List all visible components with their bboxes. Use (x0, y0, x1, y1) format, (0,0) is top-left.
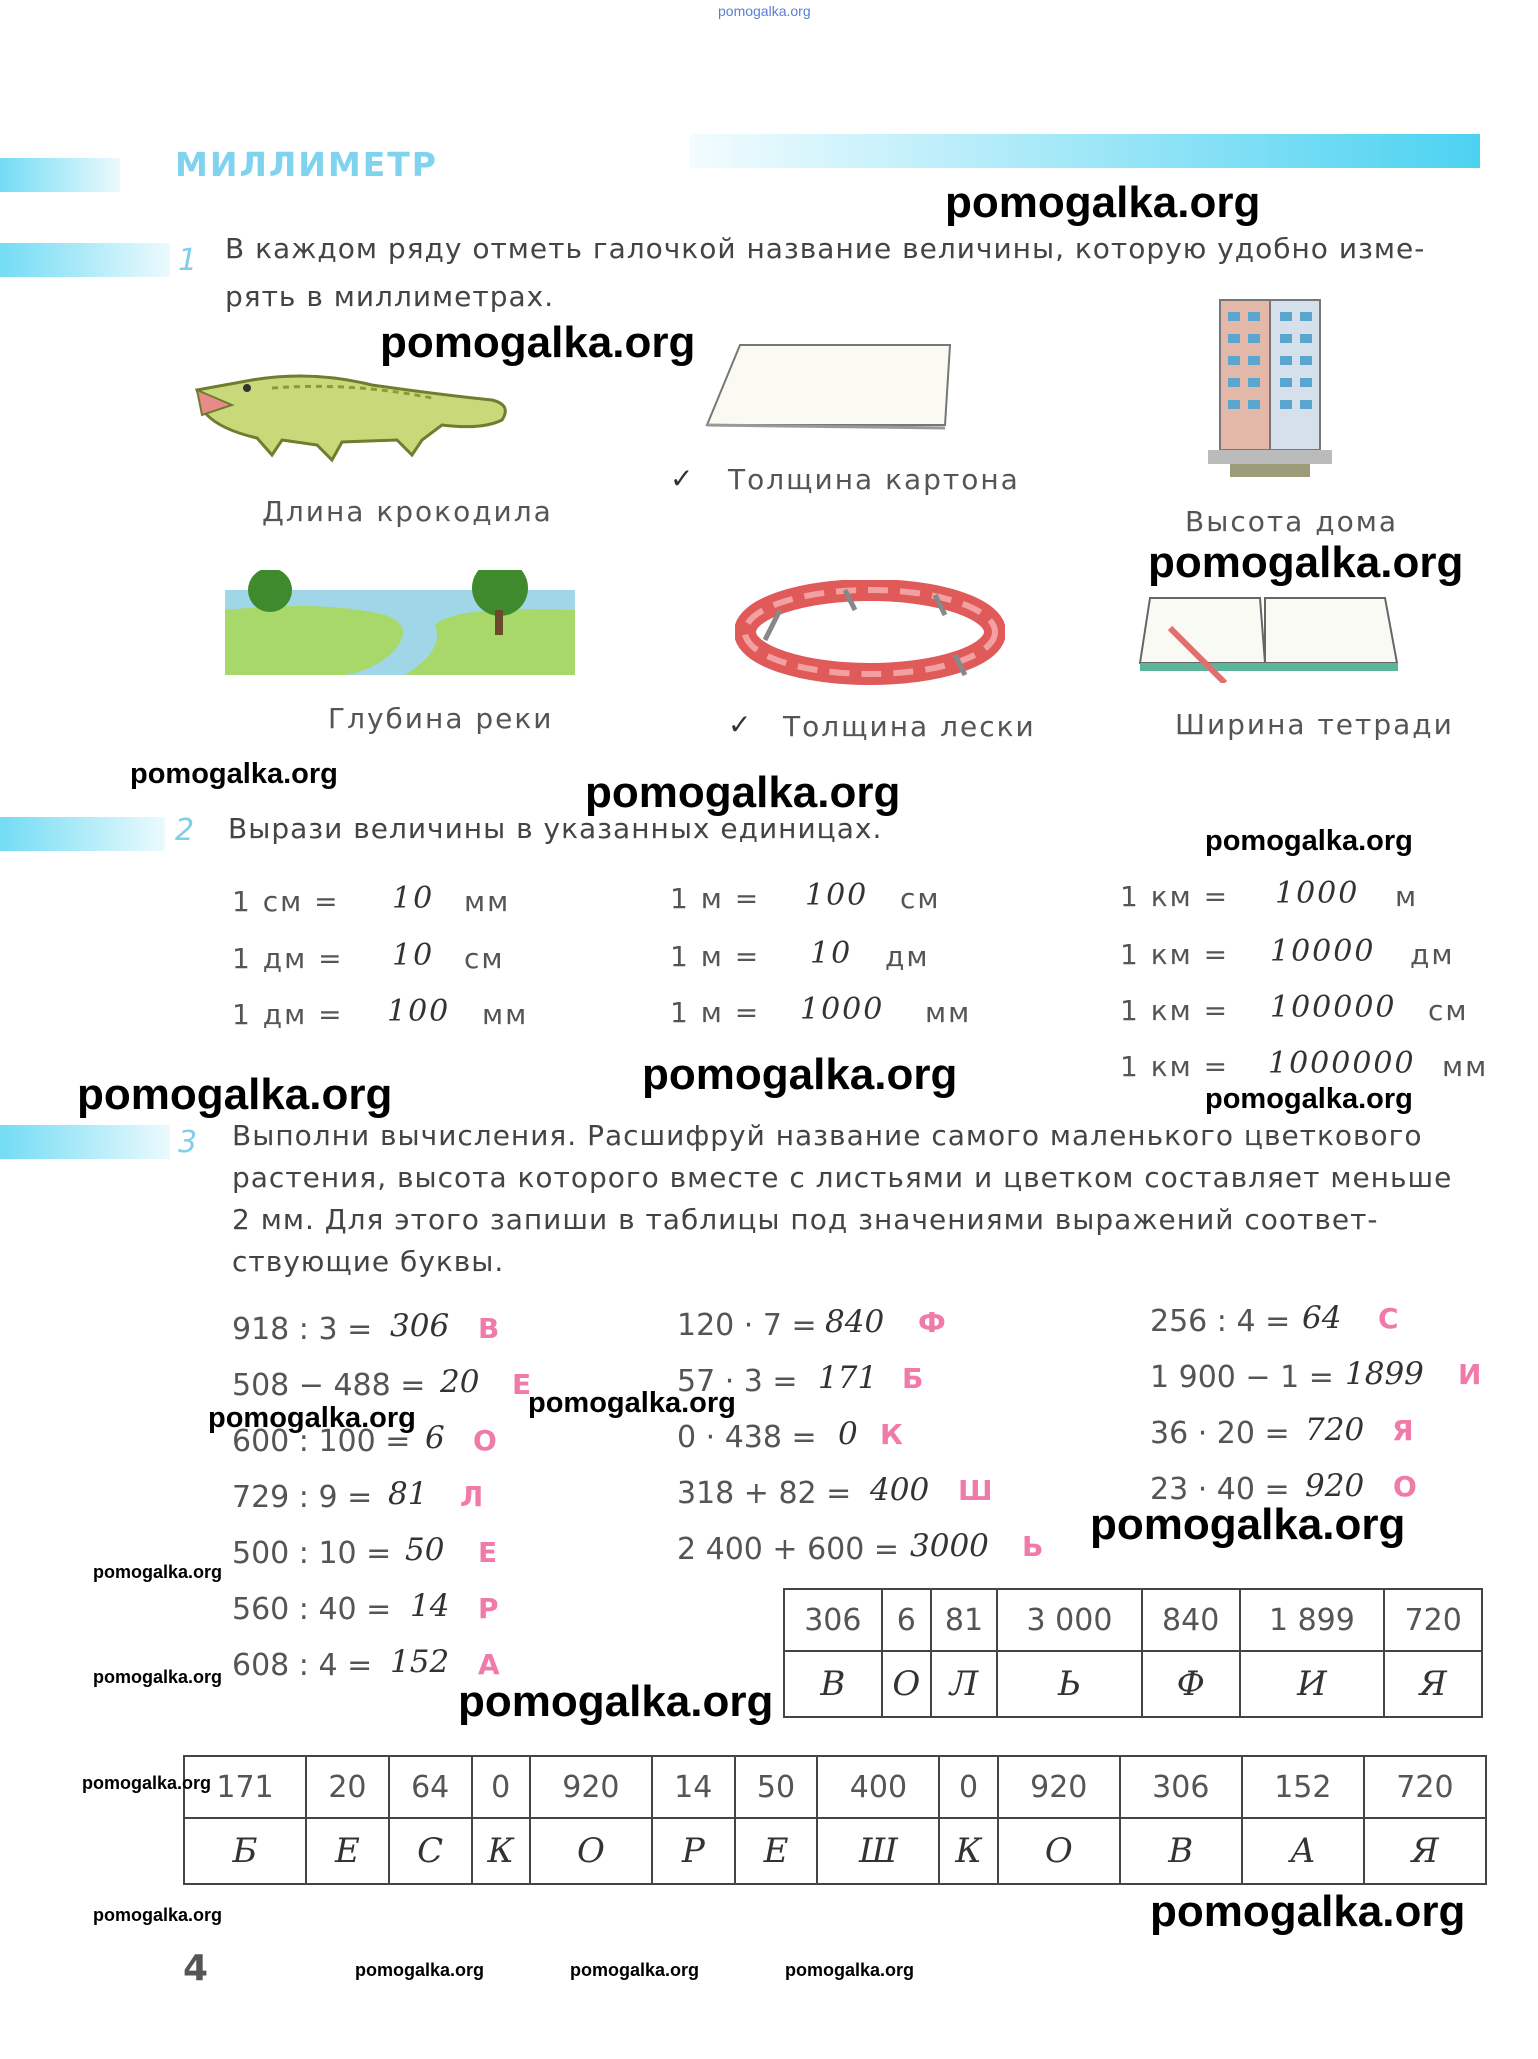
watermark: pomogalka.org (1148, 538, 1464, 587)
expression: 36 · 20 = (1150, 1416, 1290, 1451)
watermark: pomogalka.org (93, 1562, 223, 1582)
expression-result: 64 (1302, 1300, 1342, 1336)
table-cell-value: 920 (998, 1756, 1120, 1818)
expression-result: 20 (440, 1364, 480, 1400)
expression: 2 400 + 600 = (677, 1532, 900, 1567)
table-cell-letter[interactable]: И (1240, 1651, 1385, 1717)
expression-result: 0 (838, 1416, 858, 1452)
task3-text-line: Выполни вычисления. Расшифруй название самого маленького цветкового (232, 1119, 1423, 1152)
task1-number: 1 (178, 243, 198, 278)
task3-number: 3 (178, 1125, 198, 1160)
conversion-row: 1 км = 10000 дм (1120, 934, 1455, 971)
conversion-row: 1 см = 10 мм (232, 881, 511, 918)
task1-stripe (0, 243, 170, 277)
expression-letter: Е (512, 1368, 532, 1401)
conversion-row: 1 м = 100 см (670, 878, 941, 915)
expression-letter: Я (1392, 1414, 1414, 1447)
task3-stripe (0, 1125, 170, 1159)
table-cell-value: 306 (784, 1589, 882, 1651)
table-cell-letter[interactable]: К (472, 1818, 530, 1884)
expression-letter: О (473, 1424, 497, 1457)
check-fishing-line-thickness[interactable]: ✓ (728, 708, 752, 741)
table-cell-letter[interactable]: Р (652, 1818, 735, 1884)
table-cell-value: 720 (1384, 1589, 1482, 1651)
conversion-row: 1 дм = 100 мм (232, 994, 529, 1031)
table-cell-value: 1 899 (1240, 1589, 1385, 1651)
watermark: pomogalka.org (1090, 1500, 1406, 1549)
table-cell-letter[interactable]: Я (1384, 1651, 1482, 1717)
watermark: pomogalka.org (93, 1667, 223, 1687)
table-cell-letter[interactable]: О (998, 1818, 1120, 1884)
conversion-row: 1 км = 1000000 мм (1120, 1046, 1489, 1083)
watermark: pomogalka.org (1205, 1083, 1413, 1115)
label-cardboard-thickness: Толщина картона (728, 463, 1020, 496)
table-cell-letter[interactable]: К (939, 1818, 997, 1884)
expression-result: 306 (390, 1308, 450, 1344)
task3-text-line: ствующие буквы. (232, 1245, 505, 1278)
expression: 918 : 3 = (232, 1312, 373, 1347)
expression: 23 · 40 = (1150, 1472, 1290, 1507)
header-watermark: pomogalka.org (718, 3, 811, 19)
task2-stripe (0, 817, 165, 851)
table-cell-value: 14 (652, 1756, 735, 1818)
watermark: pomogalka.org (77, 1070, 393, 1119)
expression-letter: Р (478, 1592, 499, 1625)
expression: 120 · 7 = (677, 1308, 817, 1343)
page-number: 4 (183, 1948, 209, 1989)
notebook-illustration (1135, 588, 1400, 683)
watermark: pomogalka.org (570, 1960, 700, 1980)
table-cell-letter[interactable]: О (530, 1818, 652, 1884)
watermark: pomogalka.org (93, 1905, 223, 1925)
table-cell-value: 64 (389, 1756, 472, 1818)
task1-text-line1: В каждом ряду отметь галочкой название величины, которую удобно изме- (225, 232, 1426, 265)
expression-result: 3000 (910, 1528, 989, 1564)
conversion-row: 1 км = 100000 см (1120, 990, 1469, 1027)
watermark: pomogalka.org (208, 1402, 416, 1434)
watermark: pomogalka.org (1150, 1887, 1466, 1936)
conversion-row: 1 м = 1000 мм (670, 992, 972, 1029)
task2-number: 2 (175, 813, 195, 848)
watermark: pomogalka.org (785, 1960, 915, 1980)
expression: 729 : 9 = (232, 1480, 373, 1515)
expression: 600 : 100 = (232, 1424, 411, 1459)
building-illustration (1200, 292, 1340, 477)
expression-result: 6 (425, 1420, 445, 1456)
expression-result: 171 (818, 1360, 878, 1396)
table-cell-value: 920 (530, 1756, 652, 1818)
task3-text-line: растения, высота которого вместе с листьями и цветком составляет меньше (232, 1161, 1453, 1194)
expression-result: 81 (388, 1476, 428, 1512)
table-cell-value: 840 (1142, 1589, 1240, 1651)
expression-result: 152 (390, 1644, 450, 1680)
expression-letter: Ф (918, 1306, 946, 1339)
table-cell-value: 50 (735, 1756, 818, 1818)
cardboard-illustration (705, 340, 955, 432)
table-cell-letter[interactable]: Я (1364, 1818, 1486, 1884)
table-cell-value: 152 (1242, 1756, 1364, 1818)
label-river-depth: Глубина реки (328, 702, 554, 735)
watermark: pomogalka.org (585, 768, 901, 817)
expression-letter: В (478, 1312, 500, 1345)
expression-result: 400 (870, 1472, 930, 1508)
expression: 500 : 10 = (232, 1536, 392, 1571)
conversion-row: 1 м = 10 дм (670, 936, 930, 973)
expression: 508 − 488 = (232, 1368, 426, 1403)
title-stripe-left (0, 158, 120, 192)
expression-letter: Ь (1022, 1530, 1044, 1563)
fishing-line-illustration (735, 580, 1005, 685)
table-cell-value: 0 (472, 1756, 530, 1818)
table-cell-letter[interactable]: В (1120, 1818, 1242, 1884)
label-crocodile-length: Длина крокодила (262, 495, 553, 528)
task1-text-line2: рять в миллиметрах. (225, 280, 555, 313)
watermark: pomogalka.org (642, 1050, 958, 1099)
expression-letter: А (478, 1648, 500, 1681)
label-house-height: Высота дома (1185, 505, 1398, 538)
watermark: pomogalka.org (355, 1960, 485, 1980)
table-cell-letter[interactable]: Л (931, 1651, 997, 1717)
table-cell-letter[interactable]: О (882, 1651, 931, 1717)
table-cell-value: 3 000 (997, 1589, 1142, 1651)
expression-letter: И (1458, 1358, 1482, 1391)
expression-result: 1899 (1345, 1356, 1424, 1392)
answer-table-1 (783, 1588, 1483, 1718)
label-fishing-line-thickness: Толщина лески (783, 710, 1036, 743)
expression-result: 14 (410, 1588, 450, 1624)
expression-result: 840 (825, 1304, 885, 1340)
expression-letter: О (1393, 1470, 1417, 1503)
crocodile-illustration (192, 360, 517, 475)
table-cell-letter[interactable]: С (389, 1818, 472, 1884)
expression-letter: С (1378, 1302, 1399, 1335)
table-cell-value: 6 (882, 1589, 931, 1651)
conversion-row: 1 км = 1000 м (1120, 876, 1419, 913)
task2-text: Вырази величины в указанных единицах. (228, 812, 883, 845)
expression: 608 : 4 = (232, 1648, 373, 1683)
expression: 318 + 82 = (677, 1476, 852, 1511)
table-cell-letter[interactable]: Ф (1142, 1651, 1240, 1717)
expression-letter: Л (460, 1480, 484, 1513)
table-cell-letter[interactable]: Ш (817, 1818, 939, 1884)
watermark: pomogalka.org (945, 178, 1261, 227)
table-cell-value: 81 (931, 1589, 997, 1651)
table-cell-value: 400 (817, 1756, 939, 1818)
watermark: pomogalka.org (130, 758, 338, 790)
table-cell-letter[interactable]: Е (306, 1818, 389, 1884)
table-cell-letter[interactable]: Е (735, 1818, 818, 1884)
expression-letter: Ш (958, 1474, 993, 1507)
table-cell-value: 171 (184, 1756, 306, 1818)
watermark: pomogalka.org (82, 1773, 212, 1793)
table-cell-letter[interactable]: Ь (997, 1651, 1142, 1717)
expression: 0 · 438 = (677, 1420, 817, 1455)
conversion-row: 1 дм = 10 см (232, 938, 505, 975)
watermark: pomogalka.org (458, 1677, 774, 1726)
expression-result: 920 (1305, 1468, 1365, 1504)
watermark: pomogalka.org (380, 318, 696, 367)
table-cell-value: 20 (306, 1756, 389, 1818)
expression: 256 : 4 = (1150, 1304, 1291, 1339)
table-cell-letter[interactable]: В (784, 1651, 882, 1717)
answer-table-2 (183, 1755, 1487, 1885)
expression-result: 720 (1305, 1412, 1365, 1448)
title-stripe-right (690, 134, 1480, 168)
expression-result: 50 (405, 1532, 445, 1568)
expression-letter: Б (902, 1362, 924, 1395)
expression: 57 · 3 = (677, 1364, 798, 1399)
table-cell-value: 306 (1120, 1756, 1242, 1818)
expression: 1 900 − 1 = (1150, 1360, 1334, 1395)
label-notebook-width: Ширина тетради (1175, 708, 1454, 741)
watermark: pomogalka.org (528, 1387, 736, 1419)
table-cell-value: 0 (939, 1756, 997, 1818)
table-cell-letter[interactable]: А (1242, 1818, 1364, 1884)
expression-letter: К (880, 1418, 903, 1451)
table-cell-value: 720 (1364, 1756, 1486, 1818)
task3-text-line: 2 мм. Для этого запиши в таблицы под значениями выражений соответ- (232, 1203, 1379, 1236)
expression-letter: Е (478, 1536, 498, 1569)
expression: 560 : 40 = (232, 1592, 392, 1627)
page-title: МИЛЛИМЕТР (175, 145, 438, 184)
check-cardboard-thickness[interactable]: ✓ (670, 462, 694, 495)
watermark: pomogalka.org (1205, 825, 1413, 857)
river-illustration (225, 570, 575, 675)
table-cell-letter[interactable]: Б (184, 1818, 306, 1884)
